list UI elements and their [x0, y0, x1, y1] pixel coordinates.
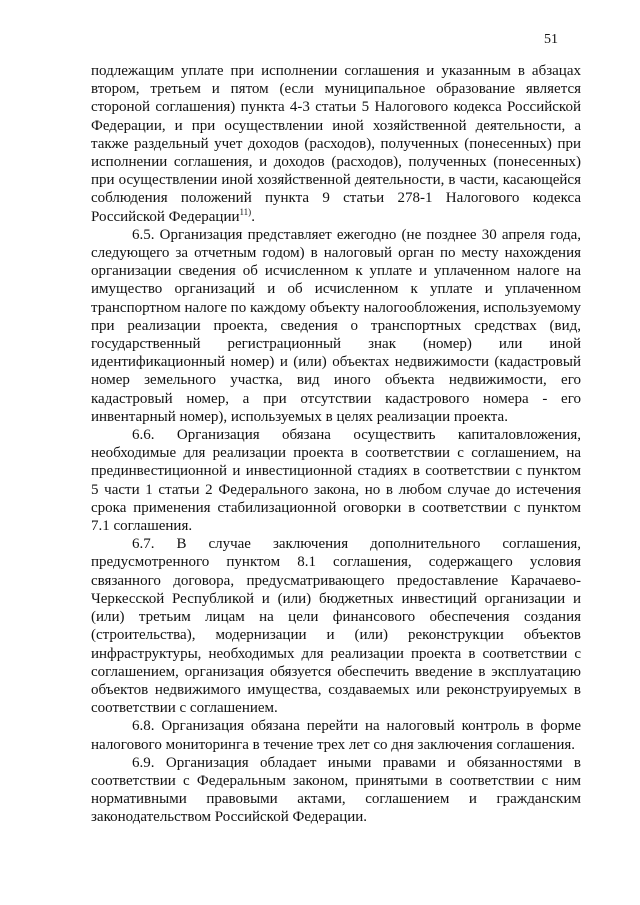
- document-body: [91, 62, 581, 827]
- paragraph-6-5: 6.5. Организация представляет ежегодно (не позднее 30 апреля года, следующего за отчетным годом) в налоговый орган по месту нахождения организации сведения об исчисленном к уплате и уплаченном налоге на имущество организаций и об исчисленном к уплате и уплаченном транспортном налоге по каждому объекту налогообложения, используемому при реализации проекта, сведения о транспортных средствах (вид, государственный регистрационный знак (номер) или иной идентификационный номер) и (или) объектах недвижимости (кадастровый номер земельного участка, вид иного объекта недвижимости, его кадастровый номер, а при отсутствии кадастрового номера - его инвентарный номер), используемых в целях реализации проекта.: [91, 226, 581, 425]
- paragraph-6-8: 6.8. Организация обязана перейти на налоговый контроль в форме налогового мониторинга в течение трех лет со дня заключения соглашения.: [91, 718, 581, 753]
- paragraph-text: подлежащим уплате при исполнении соглашения и указанным в абзацах втором, третьем и пятом (если муниципальное образование является стороной соглашения) пункта 4-3 статьи 5 Налогового кодекса Российской Федерации, и при осуществлении иной хозяйственной деятельности, а также раздельный учет доходов (расходов), полученных (понесенных) при исполнении соглашения, и доходов (расходов), полученных (понесенных) при осуществлении иной хозяйственной деятельности, в части, касающейся соблюдения положений пункта 9 статьи 278-1 Налогового кодекса Российской Федерации: [91, 63, 581, 225]
- paragraph-6-6: 6.6. Организация обязана осуществить капиталовложения, необходимые для реализации проекта в соответствии с соглашением, на прединвестиционной и инвестиционной стадиях в соответствии с пунктом 5 части 1 статьи 2 Федерального закона, но в любом случае до истечения срока применения стабилизационной оговорки в соответствии с пунктом 7.1 соглашения.: [91, 427, 581, 535]
- paragraph-end-punctuation: .: [251, 208, 255, 225]
- paragraph-6-9: 6.9. Организация обладает иными правами и обязанностями в соответствии с Федеральным законом, принятыми в соответствии с ним нормативными правовыми актами, соглашением и гражданским законодательством Российской Федерации.: [91, 754, 581, 826]
- footnote-reference: 11): [239, 206, 252, 217]
- paragraph-6-7: 6.7. В случае заключения дополнительного соглашения, предусмотренного пунктом 8.1 соглашения, содержащего условия связанного договора, предусматривающего предоставление Карачаево-Черкесской Республикой и (или) бюджетных инвестиций организации и (или) третьим лицам на цели финансового обеспечения создания (строительства), модернизации и (или) реконструкции объектов инфраструктуры, необходимых для реализации проекта в соответствии с соглашением, организация обязуется обеспечить введение в эксплуатацию объектов недвижимого имущества, создаваемых или реконструируемых в соответствии с соглашением.: [91, 536, 581, 717]
- paragraph-continuation: [91, 62, 581, 226]
- page-number: 51: [544, 32, 558, 47]
